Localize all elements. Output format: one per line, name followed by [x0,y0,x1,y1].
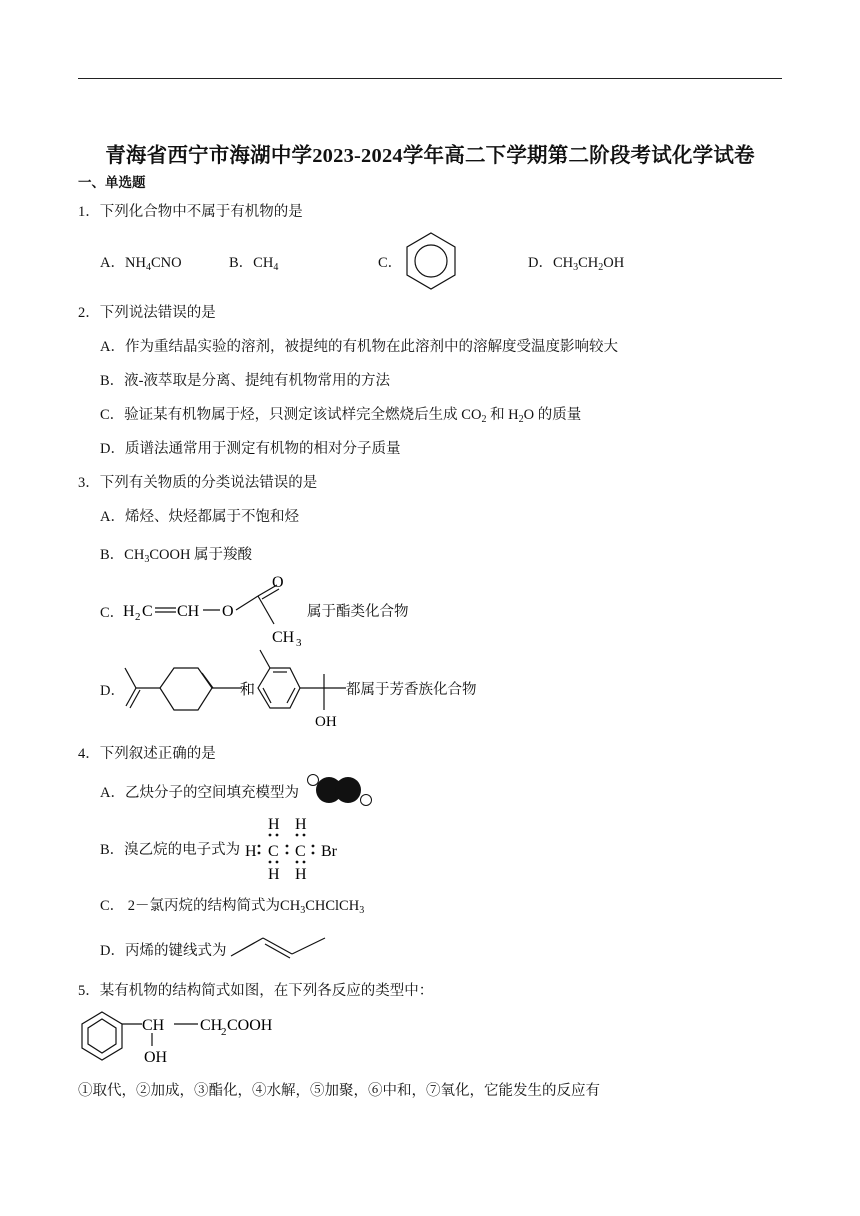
q1-option-b: B．$CH_4$ [229,255,279,273]
section-heading: 一、单选题 [78,175,146,190]
q5-reaction-options: ①取代，②加成，③酯化，④水解，⑤加聚，⑥中和，⑦氧化，它能发生的反应有 [78,1083,600,1099]
q3-option-d-label: D． [100,683,125,699]
q2-option-b: B．液-液萃取是分离、提纯有机物常用的方法 [100,373,390,389]
vinyl-acetate-structure [120,572,310,652]
svg-text:和: 和 [240,682,256,698]
q1-option-d: D．$CH_3CH_2OH$ [528,255,625,273]
q2-option-c: C．验证某有机物属于烃，只测定该试样完全燃烧后生成 $CO_2$ 和 $H_2O$ 的质量 [100,407,582,425]
svg-text:2: 2 [221,1026,227,1038]
svg-text:OH: OH [144,1049,168,1066]
page-title: 青海省西宁市海湖中学2023-2024学年高二下学期第二阶段考试化学试卷 [105,145,755,167]
q3-option-d-text: 都属于芳香族化合物 [346,682,477,698]
svg-text:H: H [295,816,307,833]
q1-option-c: C． [378,255,403,271]
svg-text:C: C [142,603,153,620]
propene-skeletal-formula [228,934,328,960]
q3-stem: 3．下列有关物质的分类说法错误的是 [78,475,318,491]
svg-text:CH: CH [177,603,200,620]
svg-text:H: H [268,816,280,833]
q1-option-a: A．$NH_4CNO$ [100,255,182,273]
phenyl-hydroxy-acid-structure [76,1008,276,1070]
svg-text:H: H [245,843,257,860]
q3-option-c-text: 属于酯类化合物 [307,604,409,620]
svg-text:H: H [295,866,307,883]
q2-stem: 2．下列说法错误的是 [78,305,216,321]
svg-text:3: 3 [296,637,302,649]
q4-option-b: B．溴乙烷的电子式为 [100,842,241,858]
q3-option-a: A．烯烃、炔烃都属于不饱和烃 [100,509,299,525]
q4-option-c: C． 2－氯丙烷的结构简式为$CH_3CHClCH_3$ [100,898,365,916]
q2-option-d: D．质谱法通常用于测定有机物的相对分子质量 [100,441,401,457]
svg-text:CH: CH [142,1017,165,1034]
q4-option-d: D．丙烯的键线式为 [100,943,227,959]
acetylene-space-filling-model [305,773,375,807]
q4-stem: 4．下列叙述正确的是 [78,746,216,762]
svg-text:H: H [268,866,280,883]
q2-option-a: A．作为重结晶实验的溶剂，被提纯的有机物在此溶剂中的溶解度受温度影响较大 [100,339,618,355]
q4-option-a: A．乙炔分子的空间填充模型为 [100,785,299,801]
svg-text:H: H [123,603,135,620]
q5-stem: 5．某有机物的结构简式如图，在下列各反应的类型中： [78,983,434,999]
svg-text:2: 2 [135,611,141,623]
svg-text:C: C [295,843,306,860]
header-rule [78,78,782,79]
svg-text:COOH: COOH [227,1017,273,1034]
svg-text:O: O [222,603,234,620]
svg-text:C: C [268,843,279,860]
benzene-ring-structure [400,230,462,292]
svg-text:CH: CH [272,629,295,646]
svg-text:Br: Br [321,843,337,860]
svg-text:O: O [272,574,284,591]
bromoethane-electron-formula [243,814,353,884]
svg-text:OH: OH [315,714,337,730]
q1-stem: 1．下列化合物中不属于有机物的是 [78,204,303,220]
svg-text:CH: CH [200,1017,223,1034]
q3-option-b: B．$CH_3COOH$ 属于羧酸 [100,547,253,565]
q3-option-c-label: C． [100,605,125,621]
